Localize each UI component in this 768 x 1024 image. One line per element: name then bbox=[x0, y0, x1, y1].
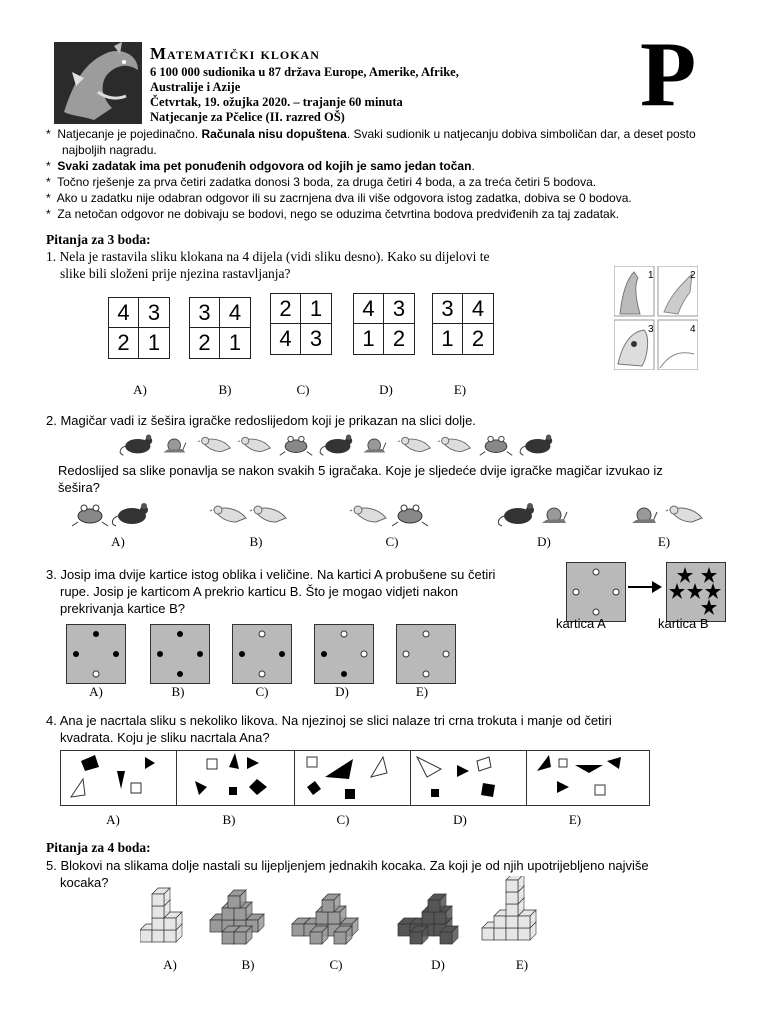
q4-option-a[interactable] bbox=[60, 750, 184, 806]
q4-text: 4. Ana je nacrtala sliku s nekoliko likova. Na njezinoj se slici nalaze tri crna trokuta i manje od četiri kvadrata. Koju je sliku nacrtala Ana? bbox=[46, 713, 612, 745]
bird-icon bbox=[238, 437, 270, 451]
card-a-label: kartica A bbox=[556, 616, 606, 631]
kangaroo-logo bbox=[54, 42, 142, 124]
snail-icon bbox=[542, 508, 567, 523]
bird-icon bbox=[198, 437, 230, 451]
q4-label-e: E) bbox=[568, 812, 582, 827]
bird-icon bbox=[250, 506, 286, 522]
q1-text: 1. Nela je rastavila sliku klokana na 4 dijela (vidi sliku desno). Kako su dijelovi te slike bili složeni prije njezina rastavljanja? bbox=[46, 249, 490, 281]
q4-label-a: A) bbox=[106, 812, 120, 827]
q4-label-c: C) bbox=[336, 812, 350, 827]
category-letter: P bbox=[640, 23, 697, 125]
q5-label-e[interactable]: E) bbox=[515, 957, 529, 972]
piece-number: 1 bbox=[648, 270, 654, 281]
header-continents: Australije i Azije bbox=[150, 80, 241, 94]
q5-text: 5. Blokovi na slikama dolje nastali su lijepljenjem jednakih kocaka. Za koji je od njih upotrijebljeno najviše kocaka? bbox=[46, 858, 649, 890]
bird-icon bbox=[438, 437, 470, 451]
q2-text2: Redoslijed sa slike ponavlja se nakon svakih 5 igračaka. Koje je sljedeće dvije igračke magičar izvukao iz šešira? bbox=[58, 463, 663, 495]
q4-option-c[interactable] bbox=[294, 750, 418, 806]
q3-option-d[interactable] bbox=[314, 624, 374, 684]
q1-label-a: A) bbox=[133, 382, 147, 397]
q3-text: 3. Josip ima dvije kartice istog oblika i veličine. Na kartici A probušene su četiri rupe. Josip je karticom A prekrio karticu B. Što je mogao vidjeti nakon prekrivanja kartice B? bbox=[46, 567, 496, 616]
q1-label-e: E) bbox=[453, 382, 467, 397]
q2-label-c[interactable]: C) bbox=[385, 534, 399, 549]
contest-title: Matematički klokan bbox=[150, 44, 320, 63]
q3-label-a: A) bbox=[89, 684, 103, 699]
q2-label-d[interactable]: D) bbox=[537, 534, 551, 549]
star-icon bbox=[705, 583, 721, 599]
bird-icon bbox=[210, 506, 246, 522]
rule-item: * Natjecanje je pojedinačno. Računala nisu dopuštena. Svaki sudionik u natjecanju dobiva simboličan dar, a deset posto najboljih nagradu. bbox=[46, 127, 696, 157]
q3-label-e: E) bbox=[415, 684, 429, 699]
mouse-icon bbox=[520, 435, 552, 456]
rule-item: * Točno rješenje za prva četiri zadatka donosi 3 boda, za druga četiri 4 boda, a za treća četiri 5 bodova. bbox=[46, 175, 597, 189]
q5-block-e bbox=[482, 876, 536, 940]
kangaroo-pieces bbox=[614, 266, 698, 370]
rule-item: * Za netočan odgovor ne dobivaju se bodovi, nego se oduzima četvrtina bodova predviđenih za taj zadatak. bbox=[46, 207, 620, 221]
q3-option-c[interactable] bbox=[232, 624, 292, 684]
mouse-icon bbox=[120, 435, 152, 456]
q5-block-d bbox=[398, 894, 458, 944]
frog-icon bbox=[392, 505, 428, 526]
q5-block-a bbox=[140, 888, 182, 942]
q1-option-c[interactable]: 2 1 4 3 bbox=[270, 293, 332, 355]
q2-label-b[interactable]: B) bbox=[249, 534, 263, 549]
card-a bbox=[566, 562, 626, 622]
frog-icon bbox=[280, 436, 312, 455]
q5-label-d[interactable]: D) bbox=[431, 957, 445, 972]
q5-block-c bbox=[292, 894, 358, 944]
star-icon bbox=[701, 599, 717, 615]
bird-icon bbox=[350, 506, 386, 522]
mouse-icon bbox=[498, 503, 534, 526]
q3-option-b[interactable] bbox=[150, 624, 210, 684]
q3-label-b: B) bbox=[171, 684, 185, 699]
q4-label-d: D) bbox=[453, 812, 467, 827]
q4-label-b: B) bbox=[222, 812, 236, 827]
rule-item: * Ako u zadatku nije odabran odgovor ili su zacrnjena dva ili više odgovora istog zadatka, dobiva se 0 bodova. bbox=[46, 191, 632, 205]
q4-option-e[interactable] bbox=[526, 750, 650, 806]
q3-label-c: C) bbox=[255, 684, 269, 699]
q1-option-b[interactable]: 3 4 2 1 bbox=[189, 297, 251, 359]
star-icon bbox=[701, 567, 717, 583]
frog-icon bbox=[480, 436, 512, 455]
q3-label-d: D) bbox=[335, 684, 349, 699]
q3-option-e[interactable] bbox=[396, 624, 456, 684]
snail-icon bbox=[363, 439, 386, 453]
snail-icon bbox=[163, 439, 186, 453]
rules-list bbox=[46, 126, 726, 222]
q5-block-b bbox=[210, 890, 264, 944]
star-icon bbox=[687, 583, 703, 599]
header-participants: 6 100 000 sudionika u 87 država Europe, Amerike, Afrike, bbox=[150, 65, 459, 79]
bird-icon bbox=[666, 506, 702, 522]
q5-blocks bbox=[140, 876, 560, 950]
q1-option-e[interactable]: 3 4 1 2 bbox=[432, 293, 494, 355]
q1-option-a[interactable]: 4 3 2 1 bbox=[108, 297, 170, 359]
mouse-icon bbox=[320, 435, 352, 456]
piece-number: 4 bbox=[690, 324, 696, 335]
rule-item: * Svaki zadatak ima pet ponuđenih odgovora od kojih je samo jedan točan. bbox=[46, 159, 475, 173]
q5-label-a[interactable]: A) bbox=[163, 957, 177, 972]
q2-options bbox=[70, 498, 720, 532]
q5-label-c[interactable]: C) bbox=[329, 957, 343, 972]
arrow-icon bbox=[628, 580, 662, 599]
q1-label-c: C) bbox=[296, 382, 310, 397]
q2-sequence bbox=[118, 430, 568, 460]
card-b-label: kartica B bbox=[658, 616, 709, 631]
frog-icon bbox=[72, 505, 108, 526]
section-3-points: Pitanja za 3 boda: bbox=[46, 232, 151, 247]
q1-label-b: B) bbox=[218, 382, 232, 397]
header-category: Natjecanje za Pčelice (II. razred OŠ) bbox=[150, 110, 345, 124]
piece-number: 3 bbox=[648, 324, 654, 335]
star-icon bbox=[677, 567, 693, 583]
q3-option-a[interactable] bbox=[66, 624, 126, 684]
q5-label-b[interactable]: B) bbox=[241, 957, 255, 972]
q1-option-d[interactable]: 4 3 1 2 bbox=[353, 293, 415, 355]
q4-option-d[interactable] bbox=[410, 750, 534, 806]
star-icon bbox=[669, 583, 685, 599]
bird-icon bbox=[398, 437, 430, 451]
mouse-icon bbox=[112, 503, 148, 526]
card-b bbox=[666, 562, 726, 622]
q1-label-d: D) bbox=[379, 382, 393, 397]
q2-label-a[interactable]: A) bbox=[111, 534, 125, 549]
q4-option-b[interactable] bbox=[176, 750, 300, 806]
header-date: Četvrtak, 19. ožujka 2020. – trajanje 60 minuta bbox=[150, 95, 403, 109]
snail-icon bbox=[632, 508, 657, 523]
piece-number: 2 bbox=[690, 270, 696, 281]
section-4-points: Pitanja za 4 boda: bbox=[46, 840, 151, 855]
q2-label-e[interactable]: E) bbox=[657, 534, 671, 549]
q2-text1: 2. Magičar vadi iz šešira igračke redoslijedom koji je prikazan na slici dolje. bbox=[46, 413, 476, 428]
